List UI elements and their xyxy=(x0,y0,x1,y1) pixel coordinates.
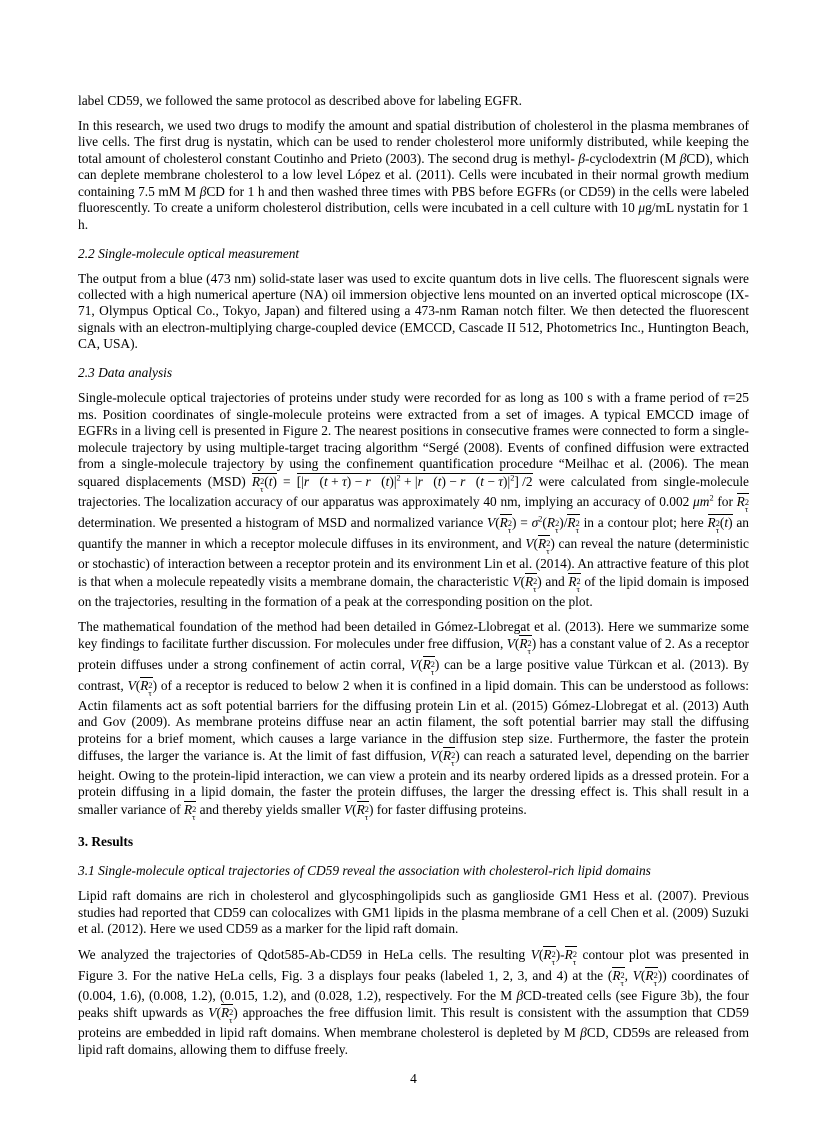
subsection-heading: 3.1 Single-molecule optical trajectories of CD59 reveal the association with cholesterol-rich lipid domains xyxy=(78,863,651,879)
paragraph: In this research, we used two drugs to modify the amount and spatial distribution of cholesterol in the plasma membranes of live cells. The first drug is nystatin, which can be used to render cholesterol more uniformly distributed, while keeping the total amount of cholesterol constant Coutinho and Prieto (2003). The second drug is methyl- β-cyclodextrin (M βCD), which can deplete membrane cholesterol to a low level López et al. (2011). Cells were incubated in their normal growth medium containing 7.5 mM M βCD for 1 h and then washed three times with PBS before EGFRs (or CD59) in the cells were labeled fluorescently. To create a uniform cholesterol distribution, cells were incubated in a cell culture with 10 μg/mL nystatin for 1 h. xyxy=(78,117,750,232)
page-number: 4 xyxy=(410,1071,417,1086)
subsection-heading: 2.2 Single-molecule optical measurement xyxy=(78,245,300,261)
paragraph: We analyzed the trajectories of Qdot585-Ab-CD59 in HeLa cells. The resulting V(R 2 τ )-R 2 τ contour plot was presented in Figure 3. For the native HeLa cells, Fig. 3 a displays four peaks (labeled 1, 2, 3, and 4) at the (R 2 τ , V(R 2 τ )) coordinates of (0.004, 1.6), (0.008, 1.2), (0.015, 1.2), and (0.028, 1.2), respectively. For the M βCD-treated cells (see Figure 3b), the four peaks shift upwards as V(R 2 τ ) approaches the free diffusion limit. This result is consistent with the assumption that CD59 proteins are embedded in lipid raft domains. When membrane cholesterol is depleted by M βCD, CD59s are released from lipid raft domains, allowing them to diffuse freely. xyxy=(78,947,749,1057)
section-heading: 3. Results xyxy=(78,834,134,850)
paragraph: Lipid raft domains are rich in cholesterol and glycosphingolipids such as ganglioside GM1 Hess et al. (2007). Previous studies had reported that CD59 can colocalizes with GM1 lipids in the plasma membrane of a cell Chen et al. (2009) Suzuki et al. (2012). Here we used CD59 as a marker for the lipid raft domain. xyxy=(78,888,749,937)
article-body xyxy=(78,93,749,1067)
paragraph: The mathematical foundation of the method had been detailed in Gómez-Llobregat et al. (2013). Here we summarize some key findings to facilitate further discussion. For molecules under free diffusion, V(R 2 τ ) has a constant value of 2. As a receptor protein diffuses under a strong confinement of actin corral, V(R 2 τ ) can be a large positive value Türkcan et al. (2013). By contrast, V(R 2 τ ) of a receptor is reduced to below 2 when it is confined in a lipid domain. This can be understood as follows: Actin filaments act as soft potential barriers for the diffusing protein Lin et al. (2015) Gómez-Llobregat et al. (2013) Auth and Gov (2009). As membrane proteins diffuse near an actin filament, the soft potential barrier may stall the diffusing proteins for a brief moment, which causes a large variance in the diffusion step size. Furthermore, the faster the protein diffuses, the larger the variance is. At the limit of fast diffusion, V(R 2 τ ) can reach a saturated level, depending on the barrier height. Owing to the protein-lipid interaction, we can view a protein and its nearby ordered lipids as a dressed protein. For a protein diffusing in a lipid domain, the faster the protein diffuses, the larger the dressing effect is. This shall result in a smaller variance of R 2 τ and thereby yields smaller V(R 2 τ ) for faster diffusing proteins. xyxy=(78,618,750,822)
paragraph: The output from a blue (473 nm) solid-state laser was used to excite quantum dots in live cells. The fluorescent signals were collected with a high numerical aperture (NA) oil immersion objective lens mounted on an inverted optical microscope (IX-71, Olympus Optical Co., Tokyo, Japan) and filtered using a 473-nm Raman notch filter. We then detected the fluorescent signals with an electron-multiplying charge-coupled device (EMCCD, Cascade II 512, Photometrics Inc., Huntington Beach, CA, USA). xyxy=(78,270,749,352)
page-footer xyxy=(0,1071,827,1087)
paragraph: Single-molecule optical trajectories of proteins under study were recorded for as long as 100 s with a frame period of τ=25 ms. Position coordinates of single-molecule proteins were extracted from a set of images. A typical EMCCD image of EGFRs in a living cell is presented in Figure 2. The nearest positions in consecutive frames were connected to form a single-molecule trajectory by using multiple-target tracing algorithm “Sergé (2008). Events of confined diffusion were extracted from a single-molecule trajectory by using the confinement quantification procedure “Meilhac et al. (2006). The mean squared displacements (MSD) R 2 τ (t) = [|r⃗(t + $\tau) - r⃗(t)|^2$ + |r⃗(t) − r⃗(t − $\tau)|^2$] /2 were calculated from single-molecule trajectories. The localization accuracy of our apparatus was approximately 40 nm, implying an accuracy of 0.002 $\mu m^2$ for R 2 τ determination. We presented a histogram of MSD and normalized variance V(R 2 τ ) = $\sigma^2(R$ 2 τ )/R 2 τ in a contour plot; here R 2 τ (t) an quantify the manner in which a receptor molecule diffuses in its environment, and V(R 2 τ ) can reveal the nature (deterministic or stochastic) of interaction between a receptor protein and its environment Lin et al. (2014). An attractive feature of this plot is that when a molecule repeatedly visits a membrane domain, the characteristic V(R 2 τ ) and R 2 τ of the lipid domain is imposed on the trajectories, resulting in the formation of a peak at the corresponding position on the plot. xyxy=(78,390,749,609)
paragraph: label CD59, we followed the same protocol as described above for labeling EGFR. xyxy=(78,93,523,108)
subsection-heading: 2.3 Data analysis xyxy=(78,365,173,381)
